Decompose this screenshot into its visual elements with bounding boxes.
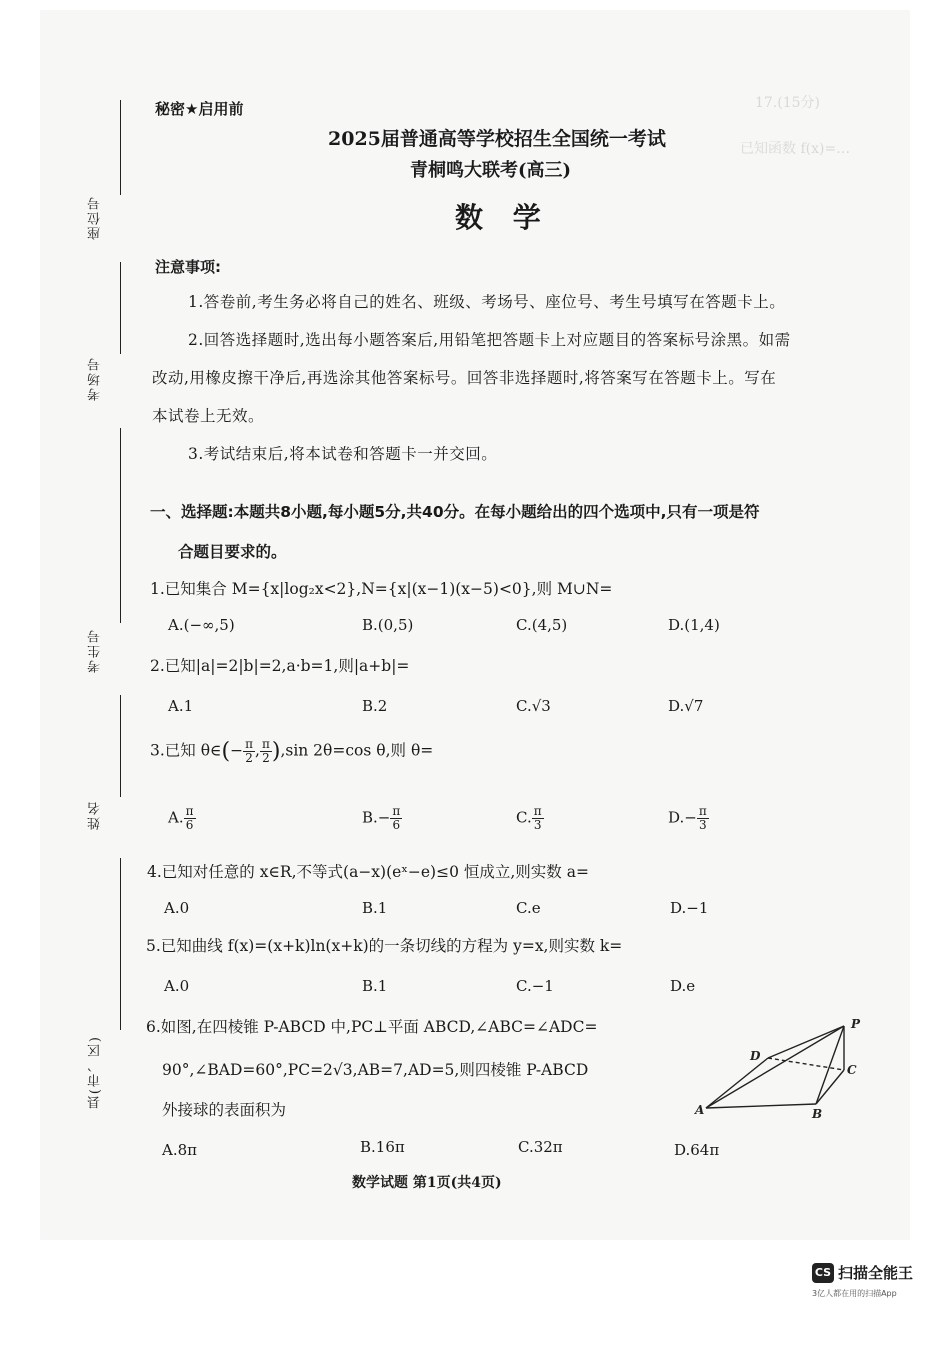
- edge-ab: [706, 1104, 816, 1108]
- q6-option-d: D.64π: [674, 1141, 720, 1159]
- bleed-through-text: 已知函数 f(x)=…: [740, 141, 851, 157]
- q4-option-b: B.1: [362, 899, 388, 917]
- secret-mark: 秘密★启用前: [155, 100, 244, 118]
- scanner-logo-icon: CS: [812, 1263, 834, 1283]
- pyramid-figure: [690, 1012, 870, 1124]
- question-6-line-1: 6.如图,在四棱锥 P-ABCD 中,PC⊥平面 ABCD,∠ABC=∠ADC=: [146, 1018, 598, 1036]
- q1-option-d: D.(1,4): [668, 616, 720, 634]
- q2-option-b: B.2: [362, 697, 388, 715]
- edge-ad: [706, 1058, 768, 1108]
- label-a: A: [695, 1103, 705, 1117]
- scanner-brand-name: 扫描全能王: [838, 1264, 914, 1282]
- q3-option-b: B.− $\frac{\pi}{6}$: [362, 804, 401, 832]
- q1-option-b: B.(0,5): [362, 616, 414, 634]
- section-heading-cont: 合题目要求的。: [178, 543, 287, 561]
- question-6-line-3: 外接球的表面积为: [162, 1101, 287, 1119]
- edge-pb: [816, 1026, 844, 1104]
- scanner-watermark: [812, 1262, 913, 1283]
- q3-option-d: D.− $\frac{\pi}{3}$: [668, 804, 707, 832]
- question-2-stem: 2.已知|a|=2|b|=2,a·b=1,则|a+b|=: [150, 657, 410, 675]
- notice-item-2-end: 本试卷上无效。: [152, 407, 265, 425]
- q3-fraction: $\frac{\pi}{2}$: [245, 737, 254, 765]
- q4-option-d: D.−1: [670, 899, 709, 917]
- q3-option-a: A. $\frac{\pi}{6}$: [168, 804, 194, 832]
- q2-option-a: A.1: [168, 697, 194, 715]
- label-room-number: 考场号: [88, 356, 103, 401]
- binding-line: [120, 262, 121, 354]
- exam-title: 2025届普通高等学校招生全国统一考试: [328, 128, 666, 150]
- question-4-stem: 4.已知对任意的 x∈R,不等式(a−x)(eˣ−e)≤0 恒成立,则实数 a=: [147, 863, 589, 881]
- label-candidate-number: 考生号: [88, 628, 103, 673]
- question-1-stem: 1.已知集合 M={x|log₂x<2},N={x|(x−1)(x−5)<0},则 M∪N=: [150, 580, 613, 598]
- notice-item-1: 1.答卷前,考生务必将自己的姓名、班级、考场号、座位号、考生号填写在答题卡上。: [188, 293, 786, 311]
- label-d: D: [750, 1049, 761, 1063]
- q2-option-c: C.√3: [516, 697, 551, 715]
- q3-option-c: C. $\frac{\pi}{3}$: [516, 804, 542, 832]
- question-6-line-2: 90°,∠BAD=60°,PC=2√3,AB=7,AD=5,则四棱锥 P-ABCD: [162, 1061, 589, 1079]
- q5-option-b: B.1: [362, 977, 388, 995]
- q4-option-a: A.0: [164, 899, 190, 917]
- q3-fraction: $\frac{\pi}{2}$: [261, 737, 270, 765]
- q3-stem-end: ,sin 2θ=cos θ,则 θ=: [280, 741, 434, 760]
- question-3-stem: 3.已知 θ∈(− $\frac{\pi}{2}$ , $\frac{\pi}{2}$ ),sin 2θ=cos θ,则 θ=: [150, 737, 434, 765]
- q1-option-a: A.(−∞,5): [168, 616, 235, 634]
- notice-item-2: 2.回答选择题时,选出每小题答案后,用铅笔把答题卡上对应题目的答案标号涂黑。如需: [188, 331, 791, 349]
- label-c: C: [847, 1063, 857, 1077]
- notice-item-3: 3.考试结束后,将本试卷和答题卡一并交回。: [188, 445, 498, 463]
- q5-option-a: A.0: [164, 977, 190, 995]
- binding-line: [120, 428, 121, 623]
- q6-option-c: C.32π: [518, 1138, 563, 1156]
- edge-pd: [768, 1026, 844, 1058]
- subject-title: 数 学: [455, 201, 551, 234]
- binding-line: [120, 858, 121, 1030]
- label-seat-number: 座位号: [88, 195, 103, 240]
- binding-line: [120, 100, 121, 195]
- label-p: P: [851, 1017, 861, 1031]
- exam-subtitle: 青桐鸣大联考(高三): [410, 160, 572, 181]
- q6-option-a: A.8π: [162, 1141, 198, 1159]
- q4-option-c: C.e: [516, 899, 541, 917]
- q2-option-d: D.√7: [668, 697, 704, 715]
- bleed-through-text: 17.(15分): [755, 95, 821, 111]
- q3-stem-start: 3.已知 θ∈: [150, 741, 222, 760]
- label-name: 姓名: [88, 800, 103, 830]
- edge-bc: [816, 1070, 844, 1104]
- page-footer: 数学试题 第1页(共4页): [352, 1175, 502, 1191]
- binding-line: [120, 695, 121, 797]
- notice-heading: 注意事项:: [155, 258, 221, 276]
- q5-option-c: C.−1: [516, 977, 554, 995]
- q5-option-d: D.e: [670, 977, 696, 995]
- q6-option-b: B.16π: [360, 1138, 405, 1156]
- label-b: B: [812, 1107, 823, 1121]
- section-heading: 一、选择题:本题共8小题,每小题5分,共40分。在每小题给出的四个选项中,只有一项是符: [150, 503, 760, 521]
- q1-option-c: C.(4,5): [516, 616, 568, 634]
- label-county: 县(市、区): [88, 1035, 103, 1110]
- scanner-tagline: 3亿人都在用的扫描App: [812, 1289, 897, 1298]
- q3-minus: −: [230, 741, 244, 760]
- question-5-stem: 5.已知曲线 f(x)=(x+k)ln(x+k)的一条切线的方程为 y=x,则实数 k=: [146, 937, 623, 955]
- notice-item-2-cont: 改动,用橡皮擦干净后,再选涂其他答案标号。回答非选择题时,将答案写在答题卡上。写在: [152, 369, 777, 387]
